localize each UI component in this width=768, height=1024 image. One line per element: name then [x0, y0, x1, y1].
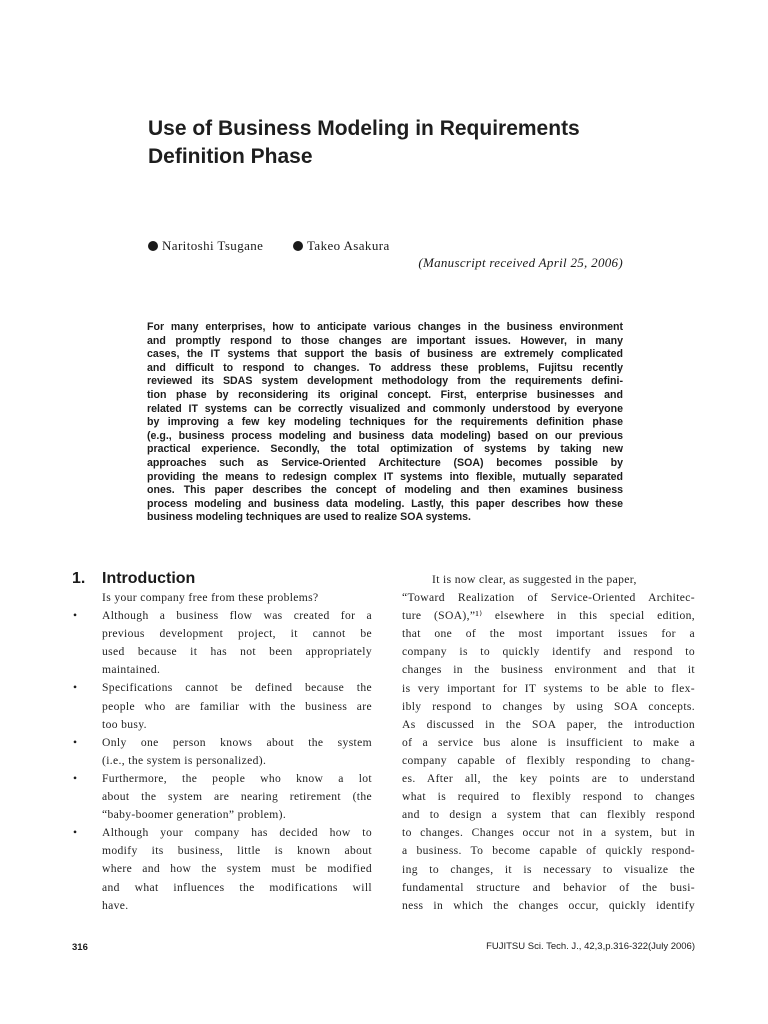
body-text-line: ture (SOA),”¹⁾ elsewhere in this special edition,	[402, 609, 695, 623]
body-text-line: It is now clear, as suggested in the paper,	[432, 573, 637, 586]
abstract-line: and promptly respond to those changes are important issues. However, in many	[147, 334, 623, 347]
abstract-line: practical experience. Secondly, the total optimization of systems by taking new	[147, 443, 623, 456]
bullet-icon: •	[73, 771, 78, 785]
author-name: Takeo Asakura	[307, 238, 390, 253]
body-text-line	[72, 842, 372, 860]
body-text-line: ibly respond to changes by using SOA concepts.	[402, 699, 695, 713]
abstract-line: cases, the IT systems that support the basis of business are extremely complicated	[147, 348, 623, 361]
line-text: (i.e., the system is personalized).	[102, 753, 267, 767]
bullet-icon: •	[73, 735, 78, 749]
line-text: modify its business, little is known about	[102, 844, 372, 858]
line-text: about the system are nearing retirement (the	[102, 790, 372, 804]
line-text: people who are familiar with the business are	[102, 699, 372, 713]
abstract-line: reviewed its SDAS system development methodology from the requirements defini-	[147, 375, 623, 388]
left-column	[72, 589, 372, 915]
bullet-icon: •	[73, 826, 78, 840]
abstract-line: providing the means to redesign complex IT systems into flexible, mutually separated	[147, 470, 623, 483]
line-text: previous development project, it cannot be	[102, 627, 372, 641]
body-text-line: is very important for IT systems to be able to flex-	[402, 681, 695, 695]
body-text-line: and to design a system that can flexibly respond	[402, 808, 695, 822]
author	[293, 238, 390, 254]
abstract-line: by improving a few key modeling techniques for the requirements definition phase	[147, 416, 623, 429]
body-text-line: what is required to flexibly respond to changes	[402, 790, 695, 804]
body-text-line: “Toward Realization of Service-Oriented Architec-	[402, 591, 695, 605]
bullet-icon: •	[73, 681, 78, 695]
bullet-icon: •	[73, 609, 78, 623]
bullet-list-item	[72, 734, 372, 752]
line-text: Although a business flow was created for a	[102, 609, 372, 623]
body-text-line	[72, 716, 372, 734]
abstract-line: business modeling techniques are used to realize SOA systems.	[147, 511, 471, 524]
abstract-line: process modeling and business data modeling. Lastly, this paper describes how these	[147, 497, 623, 510]
body-text-line: to changes. Changes occur not in a system, but in	[402, 826, 695, 840]
line-text: maintained.	[102, 663, 161, 677]
abstract-line: related IT systems can be correctly visualized and commonly understood by everyone	[147, 402, 623, 415]
body-text-line: ing to changes, it is necessary to visualize the	[402, 862, 695, 876]
line-text: Is your company free from these problems?	[102, 591, 319, 604]
body-text-line: ness in which the changes occur, quickly identify	[402, 898, 695, 912]
line-text: have.	[102, 898, 129, 912]
paper-title	[148, 115, 708, 171]
body-text-line	[72, 788, 372, 806]
section-number: 1.	[72, 570, 86, 587]
line-text: Furthermore, the people who know a lot	[102, 771, 372, 785]
abstract-line: (e.g., business process modeling and business data modeling) based on our previous	[147, 429, 623, 442]
line-text: where and how the system must be modified	[102, 862, 372, 876]
body-text-line	[72, 879, 372, 897]
line-text: used because it has not been appropriately	[102, 645, 372, 659]
author-name: Naritoshi Tsugane	[162, 238, 264, 253]
line-text: Although your company has decided how to	[102, 826, 372, 840]
body-text-line: fundamental structure and behavior of the busi-	[402, 880, 695, 894]
section-title: Introduction	[102, 570, 196, 587]
page-number: 316	[72, 942, 88, 953]
abstract-line: tion phase by reconsidering its original concept. First, enterprise businesses and	[147, 388, 623, 401]
body-text-line	[72, 698, 372, 716]
bullet-list-item	[72, 607, 372, 625]
abstract-line: and difficult to respond to changes. To address these problems, Fujitsu recently	[147, 361, 623, 374]
abstract-line: ones. This paper describes the concept of modeling and then examines business	[147, 484, 623, 497]
body-text-line	[72, 643, 372, 661]
body-text-line	[72, 752, 372, 770]
body-text-line	[72, 897, 372, 915]
body-text-line	[72, 661, 372, 679]
body-text-line	[72, 589, 372, 607]
bullet-list-item	[72, 679, 372, 697]
journal-reference: FUJITSU Sci. Tech. J., 42,3,p.316-322(July 2006)	[486, 941, 695, 952]
body-text-line: es. After all, the key points are to understand	[402, 772, 695, 786]
manuscript-received-note: (Manuscript received April 25, 2006)	[418, 255, 623, 270]
line-text: and what influences the modifications will	[102, 880, 372, 894]
bullet-list-item	[72, 824, 372, 842]
body-text-line: As discussed in the SOA paper, the introduction	[402, 717, 695, 731]
author-list	[148, 238, 390, 255]
body-text-line: changes in the business environment and that it	[402, 663, 695, 677]
author	[148, 238, 263, 254]
bullet-icon	[148, 241, 158, 251]
title-line-2: Definition Phase	[148, 145, 313, 168]
bullet-list-item	[72, 770, 372, 788]
right-column	[402, 571, 695, 915]
abstract-line: For many enterprises, how to anticipate various changes in the business environment	[147, 321, 623, 333]
bullet-icon	[293, 241, 303, 251]
line-text: Specifications cannot be defined because the	[102, 681, 372, 695]
line-text: too busy.	[102, 717, 147, 731]
line-text: Only one person knows about the system	[102, 735, 372, 749]
body-text-line: company capable of flexibly responding to chang-	[402, 753, 695, 767]
section-heading	[72, 570, 195, 588]
body-text-line	[72, 625, 372, 643]
body-text-line	[72, 860, 372, 878]
abstract-line: approaches such as Service-Oriented Architecture (SOA) becomes possible by	[147, 456, 623, 469]
abstract	[147, 321, 623, 525]
body-text-line	[72, 806, 372, 824]
line-text: “baby-boomer generation” problem).	[102, 808, 287, 822]
body-text-line: that one of the most important issues for a	[402, 627, 695, 641]
body-text-line: of a service bus alone is insufficient to make a	[402, 735, 695, 749]
title-line-1: Use of Business Modeling in Requirements	[148, 117, 580, 140]
body-text-line: a business. To become capable of quickly respond-	[402, 844, 695, 858]
body-text-line: company is to quickly identify and respond to	[402, 645, 695, 659]
